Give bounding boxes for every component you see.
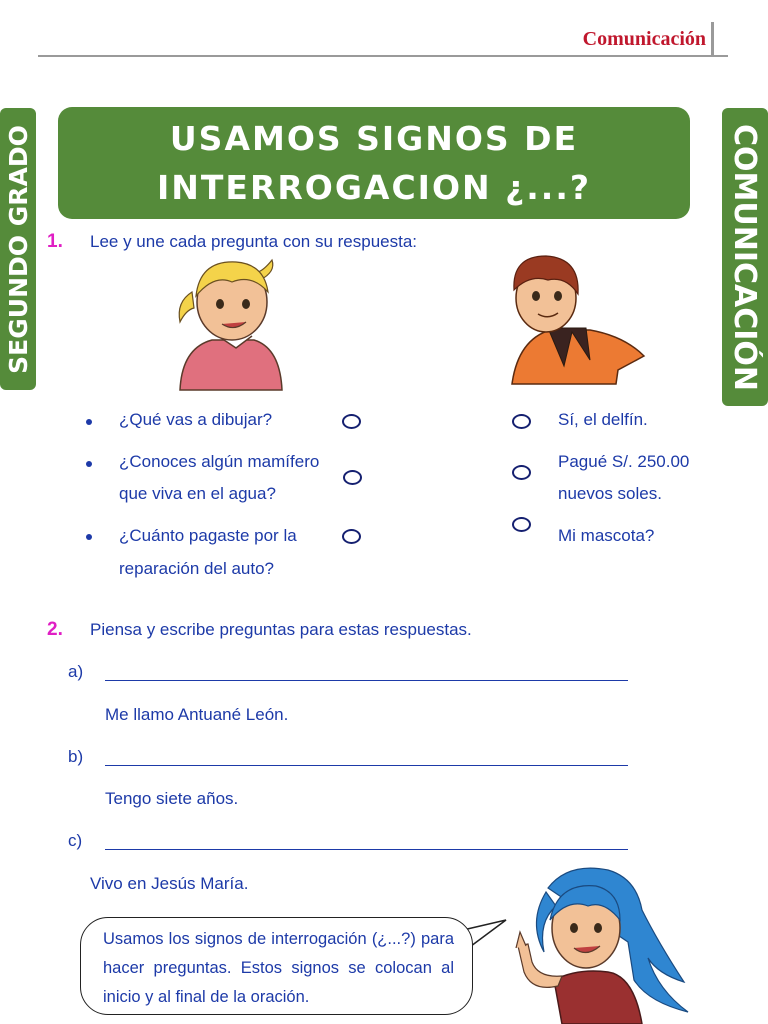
question-2-line-1: ¿Conoces algún mamífero (119, 452, 320, 471)
subject-side-tab (722, 108, 768, 406)
question-1-connector[interactable] (342, 414, 361, 429)
item-c-label: c) (68, 831, 83, 850)
answer-2-line-2: nuevos soles. (558, 484, 662, 503)
girl-illustration (172, 252, 292, 392)
item-a-answer-line[interactable] (105, 663, 628, 681)
item-b-answer-line[interactable] (105, 748, 628, 766)
title-line-2: INTERROGACION ¿...? (157, 168, 591, 207)
title-banner (58, 107, 690, 219)
answer-3-connector[interactable] (512, 517, 531, 532)
section-2-number: 2. (47, 619, 63, 640)
subject-side-label: COMUNICACIÓN (727, 123, 763, 391)
question-2-connector[interactable] (343, 470, 362, 485)
bullet (86, 534, 92, 540)
subject-label: Comunicación (582, 28, 706, 50)
grade-side-tab (0, 108, 36, 390)
answer-2-line-1: Pagué S/. 250.00 (558, 452, 690, 471)
question-3-line-2: reparación del auto? (119, 559, 275, 578)
question-1: ¿Qué vas a dibujar? (119, 410, 273, 429)
section-2-instruction: Piensa y escribe preguntas para estas respuestas. (90, 620, 472, 639)
item-b-answer: Tengo siete años. (105, 789, 239, 808)
answer-2-connector[interactable] (512, 465, 531, 480)
speech-bubble-text: Usamos los signos de interrogación (¿...?) para hacer preguntas. Estos signos se colocan al inicio y al final de la oración. (103, 930, 454, 1006)
item-a-label: a) (68, 662, 84, 681)
item-c-answer-line[interactable] (105, 832, 628, 850)
boy-illustration (498, 250, 646, 388)
item-c-answer: Vivo en Jesús María. (90, 874, 249, 893)
item-a-answer: Me llamo Antuané León. (105, 705, 289, 724)
bullet (86, 461, 92, 467)
answer-1: Sí, el delfín. (558, 410, 648, 429)
section-1-instruction: Lee y une cada pregunta con su respuesta: (90, 232, 418, 251)
question-3-line-1: ¿Cuánto pagaste por la (119, 526, 297, 545)
teacher-illustration (508, 862, 694, 1024)
item-b-label: b) (68, 747, 84, 766)
grade-label: SEGUNDO GRADO (3, 124, 33, 374)
answer-1-connector[interactable] (512, 414, 531, 429)
answer-3: Mi mascota? (558, 526, 655, 545)
title-line-1: USAMOS SIGNOS DE (169, 119, 579, 158)
header-rule (38, 55, 728, 57)
header-divider (711, 22, 714, 56)
bullet (86, 419, 92, 425)
section-1-number: 1. (47, 231, 63, 252)
question-3-connector[interactable] (342, 529, 361, 544)
question-2-line-2: que viva en el agua? (119, 484, 276, 503)
